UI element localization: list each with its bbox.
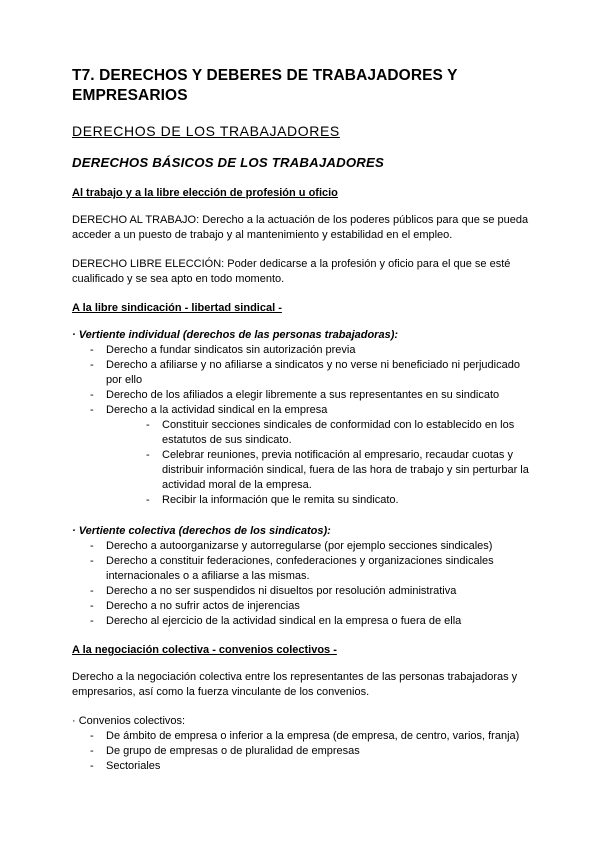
list-item: - Derecho a autoorganizarse y autorregularse (por ejemplo secciones sindicales) (72, 539, 532, 554)
list-item: - De grupo de empresas o de pluralidad de empresas (72, 744, 532, 759)
colectiva-list (72, 539, 532, 629)
list-item-label: Derecho a la actividad sindical en la empresa (106, 404, 328, 416)
convenios-list (72, 729, 532, 774)
list-item: - Derecho a afiliarse y no afiliarse a sindicatos y no verse ni beneficiado ni perjudicado por ello (72, 358, 532, 388)
list-item: - Derecho a constituir federaciones, confederaciones y organizaciones sindicales internacionales o a afiliarse a las mismas. (72, 554, 532, 584)
list-item: - Derecho al ejercicio de la actividad sindical en la empresa o fuera de ella (72, 614, 532, 629)
individual-list (72, 343, 532, 508)
heading-trabajo: Al trabajo y a la libre elección de profesión u oficio (72, 187, 338, 199)
sublist-item: - Recibir la información que le remita su sindicato. (106, 493, 532, 508)
paragraph-libre-eleccion: DERECHO LIBRE ELECCIÓN: Poder dedicarse a la profesión y oficio para el que se esté cualificado y se sea apto en todo momento. (72, 258, 511, 285)
page-title: T7. DERECHOS Y DEBERES DE TRABAJADORES Y EMPRESARIOS (72, 67, 458, 104)
sublist-item: - Celebrar reuniones, previa notificación al empresario, recaudar cuotas y distribuir información sindical, fuera de las hora de trabajo y sin perturbar la actividad moral de la empresa. (106, 448, 532, 493)
subsection-heading: DERECHOS BÁSICOS DE LOS TRABAJADORES (72, 155, 385, 170)
paragraph-negociacion: Derecho a la negociación colectiva entre los representantes de las personas trabajadoras y empresarios, así como la fuerza vinculante de los convenios. (72, 671, 518, 698)
list-item: - Derecho a no ser suspendidos ni disueltos por resolución administrativa (72, 584, 532, 599)
sublist-item: - Constituir secciones sindicales de conformidad con lo establecido en los estatutos de sus sindicato. (106, 418, 532, 448)
list-item: - Derecho de los afiliados a elegir libremente a sus representantes en su sindicato (72, 388, 532, 403)
document-page (72, 66, 532, 784)
vertiente-individual-title: · Vertiente individual (derechos de las personas trabajadoras): (72, 329, 399, 341)
convenios-title: · Convenios colectivos: (72, 715, 186, 727)
actividad-sublist (106, 418, 532, 508)
section-heading: DERECHOS DE LOS TRABAJADORES (72, 123, 340, 139)
vertiente-colectiva-title: · Vertiente colectiva (derechos de los sindicatos): (72, 525, 331, 537)
heading-sindicacion: A la libre sindicación - libertad sindical - (72, 302, 282, 314)
paragraph-derecho-trabajo: DERECHO AL TRABAJO: Derecho a la actuación de los poderes públicos para que se pueda acceder a un puesto de trabajo y al mantenimiento y estabilidad en el empleo. (72, 214, 529, 241)
list-item-actividad (72, 403, 532, 508)
list-item: - Derecho a no sufrir actos de injerencias (72, 599, 532, 614)
heading-negociacion: A la negociación colectiva - convenios colectivos - (72, 644, 337, 656)
list-item: - De ámbito de empresa o inferior a la empresa (de empresa, de centro, varios, franja) (72, 729, 532, 744)
list-item: - Derecho a fundar sindicatos sin autorización previa (72, 343, 532, 358)
list-item: - Sectoriales (72, 759, 532, 774)
